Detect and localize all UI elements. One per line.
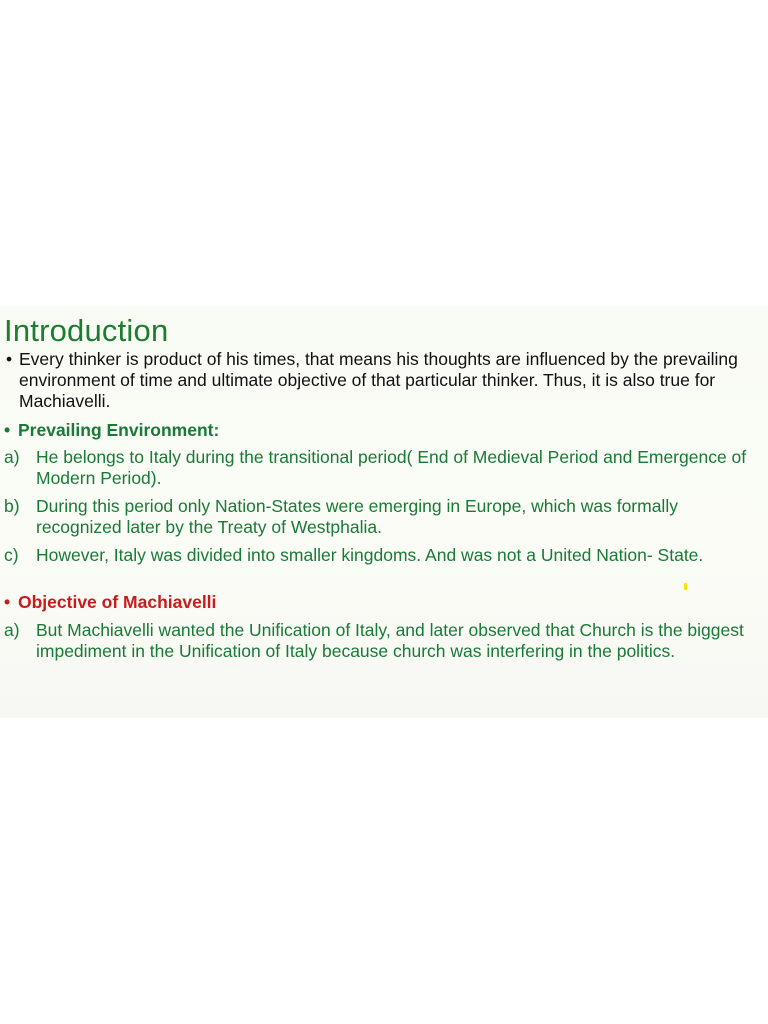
list-item [4,545,764,566]
list-item-text: But Machiavelli wanted the Unification of Italy, and later observed that Church is the biggest impediment in the Unification of Italy because church was interfering in the politics. [36,620,744,661]
list-marker: c) [4,545,19,565]
list-item-text: However, Italy was divided into smaller kingdoms. And was not a United Nation- State. [36,545,704,565]
section-heading: Objective of Machiavelli [18,592,217,612]
bullet-icon: • [4,592,11,612]
bullet-icon: • [6,349,13,369]
bullet-icon: • [4,420,11,440]
list-item [4,496,764,538]
objective-heading [4,592,216,613]
list-marker: a) [4,447,20,467]
list-item [4,620,764,662]
list-marker: a) [4,620,20,640]
section-heading: Prevailing Environment: [18,420,220,440]
list-marker: b) [4,496,20,516]
intro-paragraph [6,349,762,412]
prevailing-environment-list [4,447,764,573]
intro-text: Every thinker is product of his times, that means his thoughts are influenced by the prevailing environment of time and ultimate objective of that particular thinker. Thus, it is also true for Machiavelli. [19,349,738,411]
list-item [4,447,764,489]
cursor-speck [684,583,687,590]
list-item-text: He belongs to Italy during the transitional period( End of Medieval Period and Emergence of Modern Period). [36,447,747,488]
prevailing-environment-heading [4,420,219,441]
slide-title: Introduction [4,313,169,348]
objective-list [4,620,764,669]
list-item-text: During this period only Nation-States were emerging in Europe, which was formally recognized later by the Treaty of Westphalia. [36,496,678,537]
